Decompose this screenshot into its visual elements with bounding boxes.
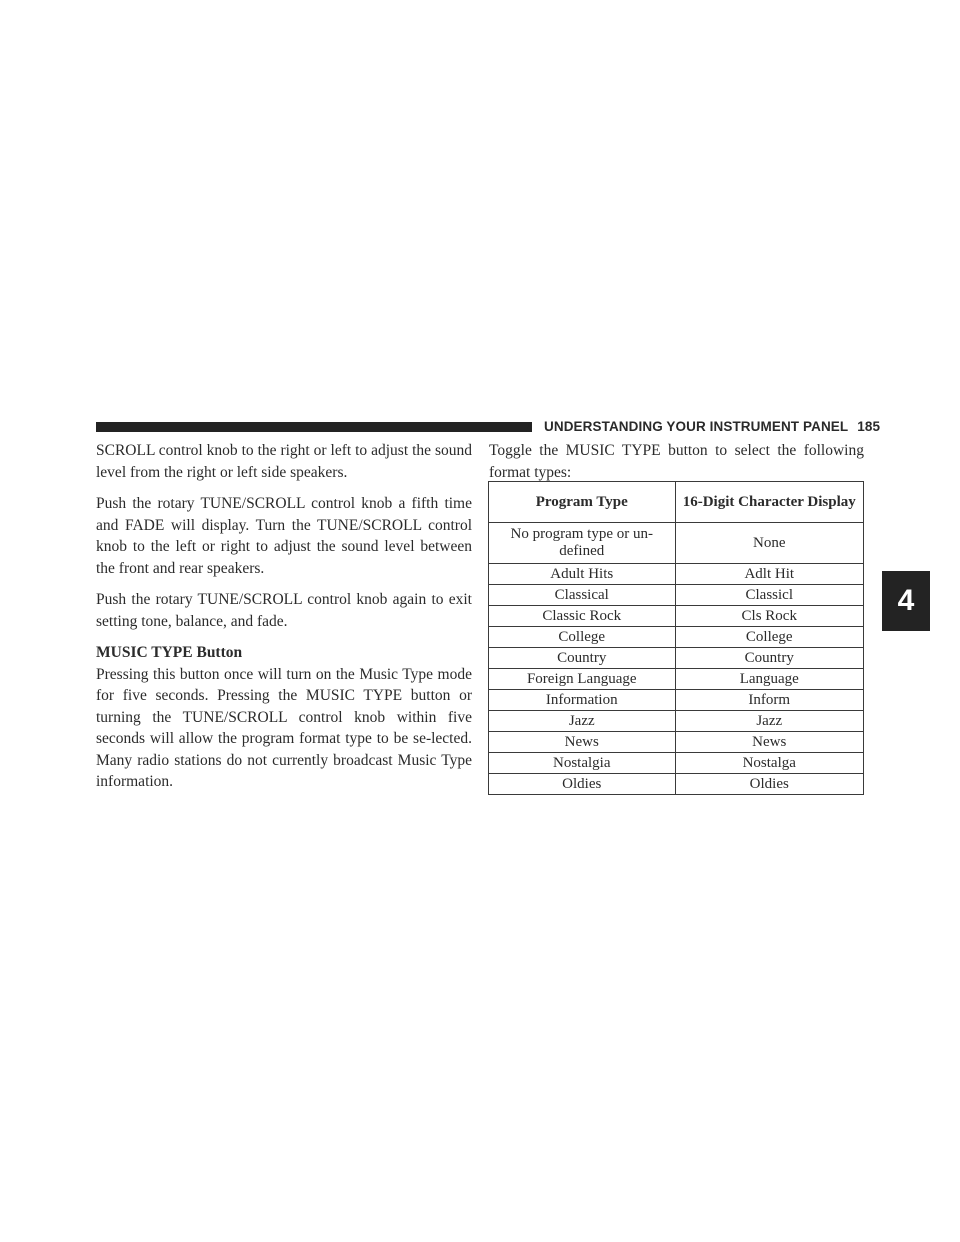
program-type-cell: College (489, 627, 676, 648)
section-heading: MUSIC TYPE Button (96, 644, 243, 661)
table-intro: Toggle the MUSIC TYPE button to select the following format types: (489, 442, 864, 481)
display-text-cell: Jazz (675, 711, 863, 732)
display-text-cell: Oldies (675, 774, 863, 795)
display-text-cell: College (675, 627, 863, 648)
program-type-cell: Country (489, 648, 676, 669)
program-type-cell: Oldies (489, 774, 676, 795)
program-type-cell: News (489, 732, 676, 753)
table-row (489, 690, 864, 711)
display-text-cell: None (675, 523, 863, 564)
program-type-cell: Nostalgia (489, 753, 676, 774)
right-column (489, 440, 864, 483)
paragraph: Push the rotary TUNE/SCROLL control knob again to exit setting tone, balance, and fade. (96, 591, 472, 630)
program-type-cell: Information (489, 690, 676, 711)
table-row (489, 711, 864, 732)
chapter-tab: 4 (882, 571, 930, 631)
table-row (489, 753, 864, 774)
paragraph: Push the rotary TUNE/SCROLL control knob a fifth time and FADE will display. Turn the TUNE/SCROLL control knob to the left or right to adjust the sound level between the front and rear speakers. (96, 495, 472, 577)
column-header: Program Type (489, 482, 676, 523)
table-row (489, 606, 864, 627)
table-row (489, 564, 864, 585)
table-row (489, 774, 864, 795)
table-header-row (489, 482, 864, 523)
program-type-cell: Classic Rock (489, 606, 676, 627)
display-text-cell: Cls Rock (675, 606, 863, 627)
table-row (489, 627, 864, 648)
program-type-cell: Jazz (489, 711, 676, 732)
running-header (544, 419, 880, 434)
paragraph: Pressing this button once will turn on the Music Type mode for five seconds. Pressing the MUSIC TYPE button or turning the TUNE/SCROLL control knob within five seconds will allow the program format type to be se-lected. Many radio stations do not currently broadcast Music Type information. (96, 665, 472, 790)
display-text-cell: Adlt Hit (675, 564, 863, 585)
display-text-cell: Country (675, 648, 863, 669)
page-number: 185 (857, 419, 881, 434)
display-text-cell: Nostalga (675, 753, 863, 774)
display-text-cell: News (675, 732, 863, 753)
table-row (489, 732, 864, 753)
display-text-cell: Inform (675, 690, 863, 711)
display-text-cell: Language (675, 669, 863, 690)
program-type-cell: No program type or un-defined (489, 523, 676, 564)
table-row (489, 585, 864, 606)
left-column (96, 440, 472, 803)
paragraph: SCROLL control knob to the right or left to adjust the sound level from the right or left side speakers. (96, 442, 472, 481)
column-header: 16-Digit Character Display (675, 482, 863, 523)
program-type-cell: Classical (489, 585, 676, 606)
table-row (489, 648, 864, 669)
display-text-cell: Classicl (675, 585, 863, 606)
header-rule (96, 422, 532, 432)
section-title: UNDERSTANDING YOUR INSTRUMENT PANEL (544, 419, 849, 434)
program-type-cell: Foreign Language (489, 669, 676, 690)
table-row (489, 669, 864, 690)
program-type-cell: Adult Hits (489, 564, 676, 585)
music-type-table (488, 481, 864, 795)
table-row (489, 523, 864, 564)
